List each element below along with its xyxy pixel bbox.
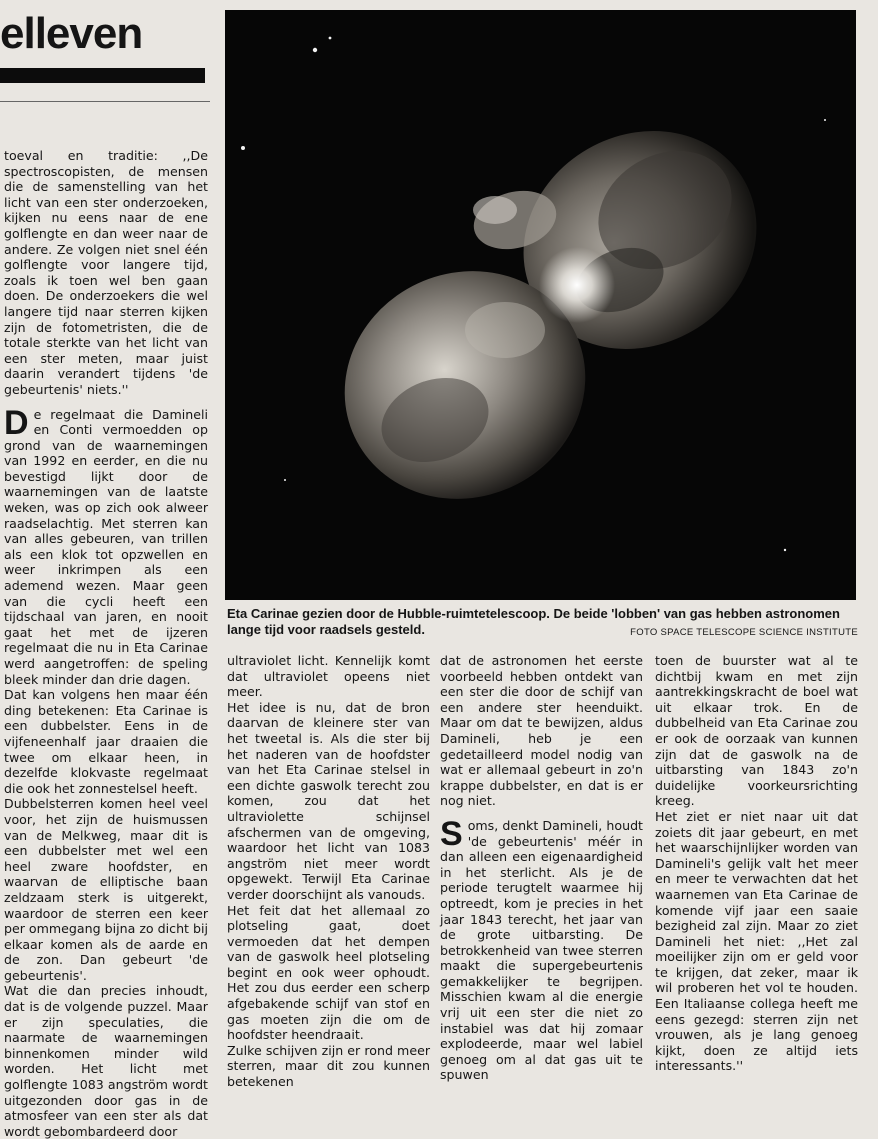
headline-rule	[0, 68, 205, 83]
paragraph: toeval en traditie: ,,De spectroscopisten, de mensen die de samenstelling van het licht van een ster onderzoeken, kijken nu eens naar de ene golflengte en dan weer naar de andere. Ze volgen niet snel één golflengte voor langere tijd, zoals ik toen wel ben gaan doen. De onderzoekers die wel langere tijd naar sterren kijken zijn de fotometristen, die de totale sterkte van het licht van een ster meten, maar juist daarin verandert tijdens 'de gebeurtenis' niets.''	[4, 148, 208, 397]
photo-caption: Eta Carinae gezien door de Hubble-ruimtetelescoop. De beide 'lobben' van gas hebben astronomen lange tijd voor raadsels gesteld.	[227, 606, 840, 637]
column-3	[440, 653, 643, 1083]
column-2	[227, 653, 430, 1090]
section-divider	[0, 101, 210, 102]
paragraph: Soms, denkt Damineli, houdt 'de gebeurtenis' méér in dan alleen een eigenaardigheid in het sterlicht. Als je de periode terugtelt waarmee hij optreedt, kom je precies in het jaar 1843 terecht, het jaar van de grote uitbarsting. De betrokkenheid van twee sterren maakt die supergebeurtenis gemakkelijker te begrijpen. Misschien kwam al die energie vrij uit een ster die niet zo instabiel was dat hij zomaar explodeerde, maar wel labiel genoeg om al dat gas uit te spuwen	[440, 814, 643, 1083]
paragraph: De regelmaat die Damineli en Conti vermoedden op grond van de waarnemingen van 1992 en eerder, en die nu bevestigd lijkt door de waarnemingen van de laatste weken, was op zich ook alweer raadselachtig. Met sterren kan van alles gebeuren, van trillen als een klok tot opzwellen en weer inkrimpen als een ademend wezen. Maar geen van die cycli heeft een tijdschaal van jaren, en nooit gaat het met de ijzeren regelmaat die nu in Eta Carinae werd aangetroffen: de speling bleek minder dan drie dagen.	[4, 403, 208, 687]
paragraph: dat de astronomen het eerste voorbeeld hebben ontdekt van een ster die door de schijf van een andere ster heenduikt. Maar om dat te bewijzen, aldus Damineli, heb je een gedetailleerd model nodig van wat er allemaal gebeurt in zo'n krappe dubbelster, en dat is er nog niet.	[440, 653, 643, 809]
paragraph: Het ziet er niet naar uit dat zoiets dit jaar gebeurt, en met het waarschijnlijker worden van Damineli's gelijk valt het meer en meer te verwachten dat het waarnemen van Eta Carinae de komende vijf jaar een saaie bezigheid zal zijn. Maar zo ziet Damineli het niet: ,,Het zal moeilijker zijn om er geld voor te krijgen, dat zeker, maar ik wil proberen het vol te houden. Een Italiaanse collega heeft me eens gezegd: sterren zijn net vrouwen, als je lang genoeg kijkt, doen ze altijd iets interessants.''	[655, 808, 858, 1074]
paragraph: Dubbelsterren komen heel veel voor, het zijn de huismussen van de Melkweg, maar dit is een dubbelster met wel een heel zware hoofdster, en waarvan de elliptische baan zeldzaam sterk is uitgerekt, waardoor de sterren een keer per ommegang bijna zo dicht bij elkaar komen als de aarde en de zon. Dan gebeurt 'de gebeurtenis'.	[4, 796, 208, 983]
paragraph: Het idee is nu, dat de bron daarvan de kleinere ster van het tweetal is. Als die ster bij het naderen van de hoofdster van het Eta Carinae stelsel in een dichte gaswolk terecht zou komen, zou dat het ultraviolette schijnsel afschermen van de omgeving, waardoor het licht van 1083 angström niet meer wordt opgewekt. Terwijl Eta Carinae verder doorschijnt als vanouds.	[227, 699, 430, 902]
paragraph: Het feit dat het allemaal zo plotseling gaat, doet vermoeden dat het dempen van de gaswolk heel plotseling begint en ook weer ophoudt. Het zou dus eerder een scherp afgebakende schijf van stof en gas moeten zijn die om de hoofdster heendraait.	[227, 902, 430, 1043]
drop-cap: S	[440, 814, 463, 853]
drop-cap: D	[4, 403, 29, 442]
paragraph: Wat die dan precies inhoudt, dat is de volgende puzzel. Maar er zijn speculaties, die naarmate de waarnemingen binnenkomen minder wild worden. Het licht met golflengte 1083 angström wordt uitgezonden door gas in de atmosfeer van een ster als dat wordt gebombardeerd door	[4, 983, 208, 1139]
paragraph: ultraviolet licht. Kennelijk komt dat ultraviolet opeens niet meer.	[227, 653, 430, 700]
column-1	[4, 148, 208, 1139]
eta-carinae-photo	[225, 10, 856, 600]
central-star	[539, 247, 615, 323]
paragraph: toen de buurster wat al te dichtbij kwam en met zijn aantrekkingskracht de boel wat uit elkaar trok. En de dubbelheid van Eta Carinae zou er ook de oorzaak van kunnen zijn dat de gaswolk na de uitbarsting van 1843 zo'n duidelijke voorkeursrichting kreeg.	[655, 653, 858, 809]
photo-credit: FOTO SPACE TELESCOPE SCIENCE INSTITUTE	[630, 627, 858, 638]
paragraph: Dat kan volgens hen maar één ding betekenen: Eta Carinae is een dubbelster. Eens in de vijfeneenhalf jaar draaien die twee om elkaar heen, in dezelfde klokvaste regelmaat die ook het zonnestelsel heeft.	[4, 687, 208, 796]
paragraph: Zulke schijven zijn er rond meer sterren, maar dit zou kunnen betekenen	[227, 1042, 430, 1090]
column-4	[655, 653, 858, 1074]
headline: elleven	[0, 9, 143, 58]
